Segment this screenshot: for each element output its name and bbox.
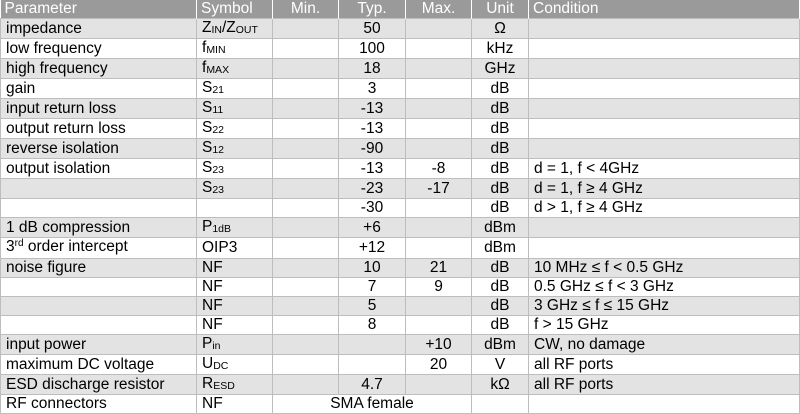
table-row [1,119,800,139]
cell-unit: V [472,355,529,375]
cell-parameter [1,375,197,395]
header-unit: Unit [472,0,529,19]
cell-symbol [197,335,273,355]
cell-typ: -13 [339,159,406,179]
cell-condition: d = 1, f ≥ 4 GHz [529,179,800,199]
parameter-label: impedance [6,19,82,37]
cell-typ [339,335,406,355]
cell-max [406,375,472,395]
cell-unit: dBm [472,335,529,355]
cell-min [273,335,339,355]
cell-condition: 10 MHz ≤ f < 0.5 GHz [529,259,800,278]
cell-max [406,297,472,316]
parameter-label: order intercept [27,238,128,255]
cell-unit: dB [472,79,529,99]
cell-unit: dB [472,199,529,218]
cell-parameter [1,179,197,199]
cell-unit: kΩ [472,375,529,395]
cell-max [406,119,472,139]
cell-parameter [1,139,197,159]
symbol-main: S [202,99,213,116]
header-min: Min. [273,0,339,19]
table-row [1,297,800,316]
cell-min [273,355,339,375]
symbol-subscript: MIN [206,44,226,56]
symbol-subscript: MAX [206,64,230,76]
cell-typ: -30 [339,199,406,218]
cell-max: 21 [406,259,472,278]
table-row [1,159,800,179]
cell-typ: 4.7 [339,375,406,395]
cell-min [273,238,339,259]
table-row [1,355,800,375]
parameter-superscript: rd [14,238,24,249]
cell-typ: 100 [339,39,406,59]
symbol-main: S [202,79,213,96]
symbol-main: f [202,39,207,56]
symbol-main: NF [202,395,223,412]
cell-unit: dB [472,119,529,139]
symbol-subscript: OUT [235,24,258,36]
cell-max [406,39,472,59]
parameter-label: RF connectors [6,395,107,412]
cell-typ: +6 [339,218,406,238]
cell-condition: d = 1, f < 4GHz [529,159,800,179]
parameter-prefix: 3 [6,238,15,255]
cell-max: 9 [406,278,472,297]
cell-symbol [197,159,273,179]
cell-symbol [197,259,273,278]
symbol-subscript: 12 [212,144,225,156]
table-row [1,99,800,119]
cell-typ: -90 [339,139,406,159]
cell-max [406,199,472,218]
cell-symbol [197,278,273,297]
cell-symbol [197,395,273,414]
symbol-subscript: in [212,340,221,352]
table-row [1,139,800,159]
parameter-label: gain [6,79,36,97]
header-typ: Typ. [339,0,406,19]
cell-parameter [1,19,197,39]
cell-typ: -23 [339,179,406,199]
symbol-main: NF [202,316,223,333]
symbol-subscript: 22 [212,124,225,136]
symbol-main: /Z [221,19,236,36]
cell-max: +10 [406,335,472,355]
cell-condition [529,99,800,119]
cell-condition: 3 GHz ≤ f ≤ 15 GHz [529,297,800,316]
table-body [1,19,800,414]
cell-min [273,297,339,316]
symbol-main: S [202,119,213,136]
cell-condition [529,59,800,79]
cell-condition: all RF ports [529,375,800,395]
table-row [1,238,800,259]
table-row [1,218,800,238]
cell-unit: dB [472,297,529,316]
cell-max [406,218,472,238]
table-row [1,59,800,79]
cell-unit: dB [472,259,529,278]
table-row [1,199,800,218]
cell-min [273,39,339,59]
cell-symbol [197,99,273,119]
symbol-subscript: 1dB [212,223,232,235]
cell-condition [529,218,800,238]
table-row [1,316,800,335]
cell-typ: +12 [339,238,406,259]
header-symbol: Symbol [197,0,273,19]
cell-condition [529,79,800,99]
cell-max [406,19,472,39]
cell-parameter [1,119,197,139]
cell-parameter [1,316,197,335]
cell-parameter [1,159,197,179]
cell-typ: -13 [339,99,406,119]
cell-condition [529,119,800,139]
cell-unit: kHz [472,39,529,59]
symbol-subscript: 23 [212,164,225,176]
header-parameter: Parameter [1,0,197,19]
cell-parameter [1,218,197,238]
cell-typ: 8 [339,316,406,335]
cell-max [406,99,472,119]
cell-parameter [1,238,197,259]
cell-unit: Ω [472,19,529,39]
cell-min [273,316,339,335]
cell-condition [529,238,800,259]
table-row [1,375,800,395]
cell-parameter [1,297,197,316]
symbol-main: S [202,159,213,176]
cell-min [273,79,339,99]
header-row [1,0,800,19]
cell-parameter [1,355,197,375]
parameter-label: reverse isolation [6,139,119,157]
table-row [1,19,800,39]
cell-symbol [197,218,273,238]
cell-condition [529,19,800,39]
cell-max: -8 [406,159,472,179]
cell-parameter [1,99,197,119]
cell-unit: dBm [472,218,529,238]
symbol-subscript: ESD [213,380,235,392]
parameter-label: low frequency [6,39,102,57]
cell-symbol [197,59,273,79]
table-row [1,39,800,59]
cell-parameter [1,39,197,59]
cell-typ [339,355,406,375]
cell-min [273,259,339,278]
parameter-label: 1 dB compression [6,218,131,236]
cell-parameter [1,259,197,278]
cell-symbol [197,238,273,259]
cell-unit: dB [472,179,529,199]
cell-unit: dB [472,316,529,335]
cell-condition [529,395,800,414]
symbol-main: R [202,375,214,392]
cell-unit: dB [472,159,529,179]
cell-symbol [197,119,273,139]
cell-min [273,179,339,199]
parameter-label: output isolation [6,159,111,177]
cell-parameter [1,199,197,218]
symbol-main: NF [202,297,223,314]
cell-min [273,139,339,159]
cell-typ: 5 [339,297,406,316]
table-row [1,395,800,414]
cell-min [273,119,339,139]
header-max: Max. [406,0,472,19]
cell-condition [529,139,800,159]
cell-max: 20 [406,355,472,375]
cell-min [273,375,339,395]
cell-max [406,59,472,79]
symbol-subscript: 11 [212,104,224,116]
cell-condition: all RF ports [529,355,800,375]
cell-condition [529,39,800,59]
symbol-subscript: 23 [212,184,225,196]
symbol-main: U [202,355,214,372]
table-row [1,79,800,99]
cell-condition: d > 1, f ≥ 4 GHz [529,199,800,218]
symbol-subscript: IN [211,24,222,36]
symbol-main: f [202,59,207,76]
table-row [1,179,800,199]
cell-symbol [197,199,273,218]
cell-unit: GHz [472,59,529,79]
cell-value-span: SMA female [273,395,472,414]
parameter-label: high frequency [6,59,108,77]
cell-condition: f > 15 GHz [529,316,800,335]
symbol-main: NF [202,259,223,276]
cell-min [273,199,339,218]
cell-condition: CW, no damage [529,335,800,355]
table-row [1,259,800,278]
cell-unit: dB [472,139,529,159]
header-condition: Condition [529,0,800,19]
cell-unit: dB [472,99,529,119]
cell-max [406,238,472,259]
cell-max [406,316,472,335]
symbol-main: P [202,335,213,352]
cell-symbol [197,297,273,316]
symbol-main: OIP3 [202,239,238,256]
symbol-subscript: 21 [212,84,225,96]
cell-typ: -13 [339,119,406,139]
cell-max: -17 [406,179,472,199]
cell-symbol [197,79,273,99]
parameter-label: maximum DC voltage [6,355,155,373]
parameter-label: input return loss [6,99,117,117]
cell-parameter [1,59,197,79]
symbol-subscript: DC [213,360,229,372]
cell-parameter [1,278,197,297]
cell-min [273,99,339,119]
symbol-main: Z [202,19,212,36]
cell-typ: 18 [339,59,406,79]
cell-condition: 0.5 GHz ≤ f < 3 GHz [529,278,800,297]
cell-min [273,59,339,79]
table-row [1,278,800,297]
symbol-main: NF [202,278,223,295]
cell-unit [472,395,529,414]
cell-typ: 7 [339,278,406,297]
cell-min [273,19,339,39]
cell-symbol [197,19,273,39]
cell-parameter [1,79,197,99]
parameter-label: noise figure [6,259,87,276]
symbol-main: S [202,179,213,196]
cell-parameter [1,335,197,355]
cell-symbol [197,139,273,159]
cell-parameter [1,395,197,414]
cell-max [406,79,472,99]
cell-min [273,159,339,179]
cell-unit: dBm [472,238,529,259]
parameter-label: output return loss [6,119,126,137]
cell-symbol [197,179,273,199]
cell-min [273,218,339,238]
parameter-label: input power [6,335,87,353]
cell-max [406,139,472,159]
cell-symbol [197,316,273,335]
cell-min [273,278,339,297]
cell-typ: 10 [339,259,406,278]
parameter-label: ESD discharge resistor [6,375,165,393]
cell-symbol [197,39,273,59]
symbol-main: P [202,218,213,235]
cell-typ: 3 [339,79,406,99]
table-row [1,335,800,355]
cell-typ: 50 [339,19,406,39]
cell-unit: dB [472,278,529,297]
cell-symbol [197,375,273,395]
cell-symbol [197,355,273,375]
symbol-main: S [202,139,213,156]
